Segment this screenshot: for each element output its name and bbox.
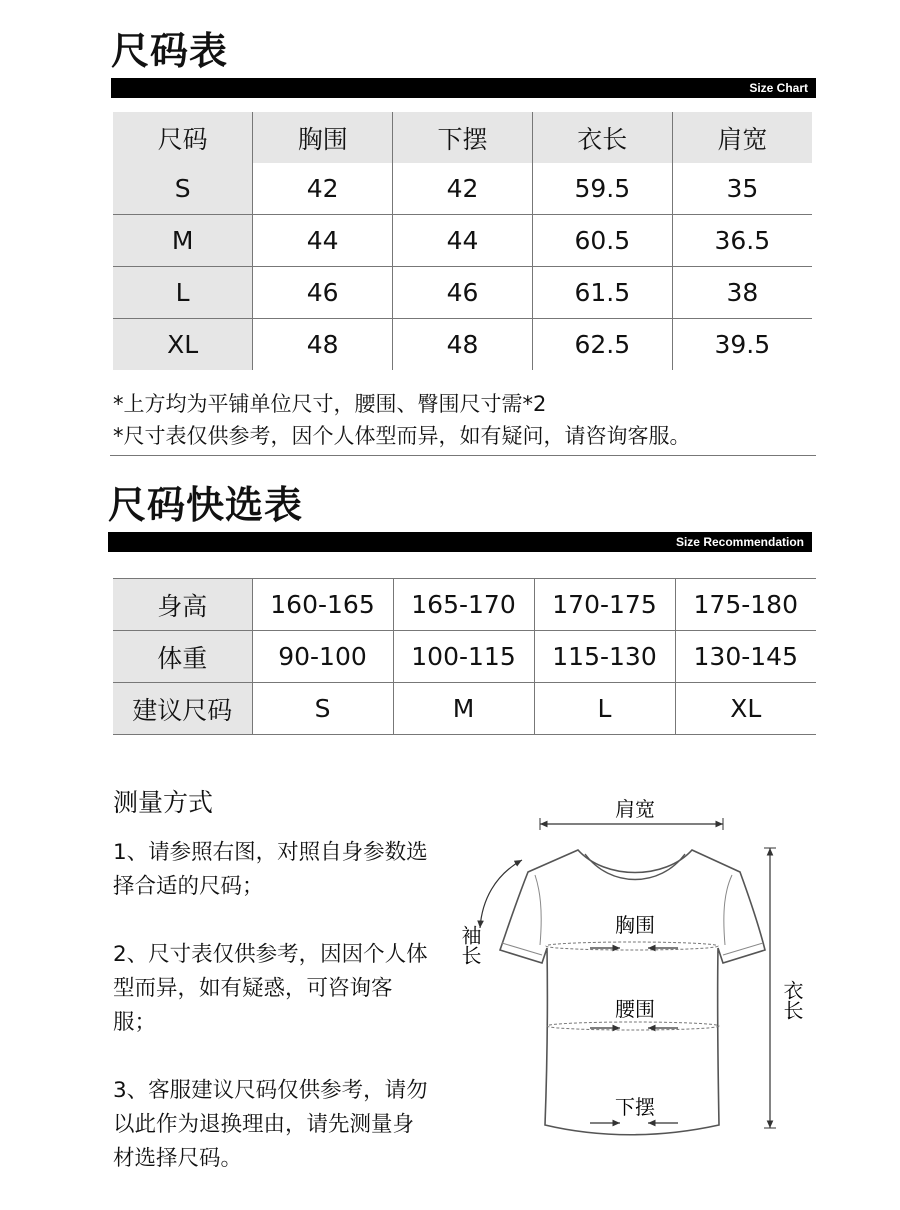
recommendation-title: 尺码快选表 bbox=[108, 483, 304, 527]
divider bbox=[110, 455, 816, 456]
header-cell: 下摆 bbox=[393, 112, 533, 163]
row-label: 身高 bbox=[113, 579, 252, 631]
table-row bbox=[113, 319, 812, 371]
waist-label: 腰围 bbox=[615, 997, 655, 1021]
measurement-title: 测量方式 bbox=[113, 788, 214, 817]
size-chart-banner: Size Chart bbox=[111, 78, 816, 98]
hem-label: 下摆 bbox=[615, 1095, 655, 1119]
table-cell: 48 bbox=[393, 319, 533, 371]
table-cell: 39.5 bbox=[672, 319, 812, 371]
size-cell: XL bbox=[113, 319, 253, 371]
table-row bbox=[113, 215, 812, 267]
sleeve-label: 袖长 bbox=[458, 925, 482, 965]
table-row bbox=[113, 631, 816, 683]
table-row bbox=[113, 267, 812, 319]
row-label: 建议尺码 bbox=[113, 683, 252, 735]
table-cell: 38 bbox=[672, 267, 812, 319]
table-cell: 35 bbox=[672, 163, 812, 215]
table-row bbox=[113, 579, 816, 631]
table-cell: L bbox=[534, 683, 675, 735]
size-chart-notes bbox=[113, 388, 691, 452]
table-row bbox=[113, 163, 812, 215]
table-cell: 46 bbox=[393, 267, 533, 319]
table-cell: 61.5 bbox=[532, 267, 672, 319]
row-label: 体重 bbox=[113, 631, 252, 683]
shoulder-label: 肩宽 bbox=[615, 797, 655, 821]
table-cell: 62.5 bbox=[532, 319, 672, 371]
table-cell: 44 bbox=[253, 215, 393, 267]
table-header-row bbox=[113, 112, 812, 163]
table-cell: 44 bbox=[393, 215, 533, 267]
table-cell: 42 bbox=[253, 163, 393, 215]
recommendation-table bbox=[113, 578, 816, 735]
size-cell: S bbox=[113, 163, 253, 215]
table-cell: S bbox=[252, 683, 393, 735]
length-label: 衣长 bbox=[780, 980, 804, 1020]
size-cell: M bbox=[113, 215, 253, 267]
measurement-instructions bbox=[113, 836, 433, 1210]
table-cell: 59.5 bbox=[532, 163, 672, 215]
table-row bbox=[113, 683, 816, 735]
size-chart-table bbox=[113, 112, 812, 370]
table-cell: M bbox=[393, 683, 534, 735]
recommendation-banner: Size Recommendation bbox=[108, 532, 812, 552]
table-cell: 175-180 bbox=[675, 579, 816, 631]
header-cell: 胸围 bbox=[253, 112, 393, 163]
table-cell: 170-175 bbox=[534, 579, 675, 631]
note-line: *上方均为平铺单位尺寸，腰围、臀围尺寸需*2 bbox=[113, 392, 547, 416]
tshirt-outline bbox=[500, 850, 765, 1135]
tshirt-measurement-diagram bbox=[440, 780, 804, 1150]
instruction-item: 1、请参照右图，对照自身参数选择合适的尺码； bbox=[113, 840, 428, 899]
table-cell: 160-165 bbox=[252, 579, 393, 631]
header-cell: 尺码 bbox=[113, 112, 253, 163]
header-cell: 肩宽 bbox=[672, 112, 812, 163]
table-cell: 36.5 bbox=[672, 215, 812, 267]
table-cell: 48 bbox=[253, 319, 393, 371]
table-cell: 130-145 bbox=[675, 631, 816, 683]
table-cell: 46 bbox=[253, 267, 393, 319]
header-cell: 衣长 bbox=[532, 112, 672, 163]
table-cell: XL bbox=[675, 683, 816, 735]
size-chart-title: 尺码表 bbox=[111, 29, 229, 73]
size-cell: L bbox=[113, 267, 253, 319]
table-cell: 165-170 bbox=[393, 579, 534, 631]
table-cell: 42 bbox=[393, 163, 533, 215]
instruction-item: 2、尺寸表仅供参考，因因个人体型而异，如有疑惑，可咨询客服； bbox=[113, 942, 428, 1035]
chest-label: 胸围 bbox=[615, 913, 655, 937]
table-cell: 60.5 bbox=[532, 215, 672, 267]
note-line: *尺寸表仅供参考，因个人体型而异，如有疑问，请咨询客服。 bbox=[113, 424, 691, 448]
instruction-item: 3、客服建议尺码仅供参考，请勿以此作为退换理由，请先测量身材选择尺码。 bbox=[113, 1078, 428, 1171]
table-cell: 90-100 bbox=[252, 631, 393, 683]
table-cell: 115-130 bbox=[534, 631, 675, 683]
table-cell: 100-115 bbox=[393, 631, 534, 683]
